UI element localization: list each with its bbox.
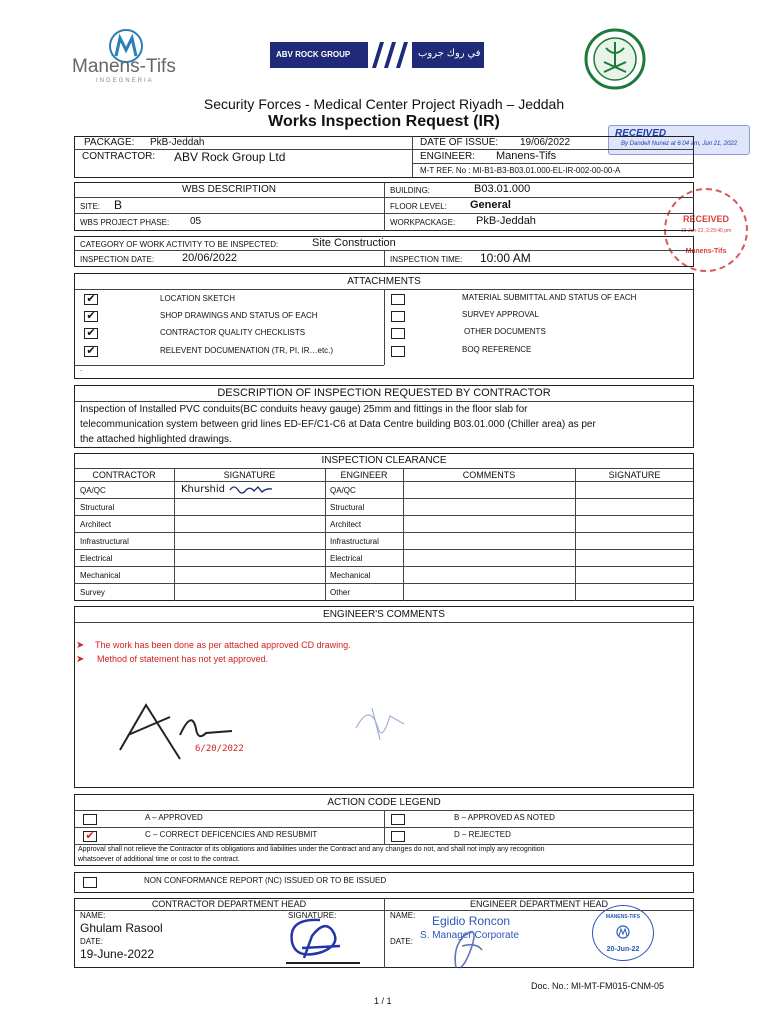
abv-logo-text: ABV ROCK GROUP [276, 50, 351, 59]
clearance-row-engineer: Infrastructural [330, 537, 379, 546]
round-stamp-label: RECEIVED [682, 214, 729, 224]
engineer-name-label: NAME: [390, 911, 416, 920]
description-line-2: telecommunication system between grid lines ED-EF/C1-C6 at Data Centre building B03.01.000 (Chiller area) as per [80, 419, 596, 430]
description-header: DESCRIPTION OF INSPECTION REQUESTED BY CONTRACTOR [217, 387, 551, 399]
project-title: Security Forces - Medical Center Project Riyadh – Jeddah [203, 96, 565, 112]
clearance-row-signature: Khurshid [181, 484, 226, 495]
clearance-row-contractor: Survey [80, 588, 105, 597]
package-label: PACKAGE: [84, 137, 135, 148]
inspection-date-label: INSPECTION DATE: [80, 255, 155, 264]
description-line-3: the attached highlighted drawings. [80, 434, 232, 445]
action-code-header: ACTION CODE LEGEND [327, 797, 441, 808]
manens-logo [72, 26, 182, 88]
clearance-col-engineer: ENGINEER [340, 470, 388, 480]
date-of-issue-value: 19/06/2022 [520, 137, 571, 148]
ncr-checkbox[interactable] [83, 877, 97, 888]
clearance-row-contractor: Electrical [80, 554, 113, 563]
saudi-emblem [584, 28, 646, 90]
contractor-signature-label: SIGNATURE: [288, 911, 337, 920]
wbs-header: WBS DESCRIPTION [182, 184, 276, 195]
building-label: BUILDING: [390, 186, 431, 195]
attachment-label-material-submittal: MATERIAL SUBMITTAL AND STATUS OF EACH [462, 293, 637, 302]
engineer-comment-1: The work has been done as per attached approved CD drawing. [95, 640, 351, 650]
attachment-label-survey-approval: SURVEY APPROVAL [462, 310, 539, 319]
attachment-label-shop-drawings: SHOP DRAWINGS AND STATUS OF EACH [160, 311, 318, 320]
attachment-label-quality-checklists: CONTRACTOR QUALITY CHECKLISTS [160, 328, 306, 337]
contractor-label: CONTRACTOR: [82, 151, 156, 162]
inspection-time-value: 10:00 AM [480, 251, 531, 265]
action-checkbox-approved-as-noted[interactable] [391, 814, 405, 825]
clearance-col-comments: COMMENTS [462, 470, 516, 480]
action-approved-label: A – APPROVED [145, 813, 203, 822]
attachment-checkbox-other-documents[interactable] [391, 328, 405, 339]
building-value: B03.01.000 [474, 183, 531, 195]
clearance-row-engineer: Electrical [330, 554, 363, 563]
abv-mark-icon [370, 42, 410, 68]
contractor-dept-head-header: CONTRACTOR DEPARTMENT HEAD [151, 899, 307, 909]
received-stamp-detail: By Dandell Nunez at 6:04 am, Jun 21, 2022 [621, 141, 738, 147]
engineer-signature-icon [110, 695, 250, 765]
saudi-emblem-icon [584, 28, 646, 90]
attachment-label-boq-reference: BOQ REFERENCE [462, 345, 532, 354]
workpackage-label: WORKPACKAGE: [390, 218, 456, 227]
manens-department-stamp [592, 905, 654, 961]
contractor-head-signature-icon [282, 912, 352, 964]
manens-logo-sub: INGEGNERIA [96, 78, 154, 84]
clearance-col-contractor: CONTRACTOR [92, 470, 156, 480]
attachment-checkbox-location-sketch[interactable]: ✔ [84, 294, 98, 305]
engineer-comment-2: Method of statement has not yet approved. [97, 654, 269, 664]
clearance-row-engineer: Structural [330, 503, 365, 512]
manens-stamp-text: MANENS-TIFS [605, 914, 641, 920]
clearance-row-engineer: QA/QC [330, 486, 356, 495]
site-value: B [114, 198, 123, 212]
contractor-value: ABV Rock Group Ltd [174, 150, 286, 164]
clearance-row-engineer: Other [330, 588, 351, 597]
attachment-label-other-documents: OTHER DOCUMENTS [464, 327, 546, 336]
engineer-head-signature-icon [448, 916, 488, 972]
round-stamp-company: Manens-Tifs [685, 248, 727, 255]
action-rejected-label: D – REJECTED [454, 830, 511, 839]
category-label: CATEGORY OF WORK ACTIVITY TO BE INSPECTED: [80, 240, 279, 249]
clearance-row-contractor: Infrastructural [80, 537, 129, 546]
action-checkbox-correct-resubmit[interactable]: ✔ [83, 831, 97, 842]
manens-logo-name: Manens-Tifs [72, 56, 176, 77]
engineer-sign-date: 6/20/2022 [195, 744, 244, 754]
engineer-value: Manens-Tifs [496, 150, 557, 162]
comment-bullet-icon: ➤ [76, 640, 85, 651]
attachment-checkbox-material-submittal[interactable] [391, 294, 405, 305]
comment-bullet-icon: ➤ [76, 654, 85, 665]
date-of-issue-label: DATE OF ISSUE: [420, 137, 499, 148]
clearance-row-contractor: Architect [80, 520, 112, 529]
attachment-label-relevant-documentation: RELEVENT DOCUMENATION (TR, PI, IR…etc.) [160, 346, 334, 355]
phase-label: WBS PROJECT PHASE: [80, 218, 170, 227]
clearance-row-contractor: QA/QC [80, 486, 106, 495]
form-title: Works Inspection Request (IR) [268, 113, 500, 130]
package-value: PkB-Jeddah [150, 137, 205, 148]
attachment-checkbox-shop-drawings[interactable]: ✔ [84, 311, 98, 322]
manens-stamp-logo-icon [613, 924, 633, 940]
floor-value: General [470, 199, 511, 211]
received-stamp-title: RECEIVED [615, 128, 667, 139]
clearance-row-engineer: Architect [330, 520, 362, 529]
inspection-time-label: INSPECTION TIME: [390, 255, 463, 264]
approval-note-1: Approval shall not relieve the Contractor of its obligations and liabilities under the Contract and any changes do not, and shall not imply any recognition [78, 846, 545, 853]
phase-value: 05 [190, 216, 202, 227]
contractor-name-label: NAME: [80, 911, 106, 920]
page-number: 1 / 1 [374, 996, 392, 1006]
attachment-checkbox-relevant-documentation[interactable]: ✔ [84, 346, 98, 357]
action-approved-as-noted-label: B – APPROVED AS NOTED [454, 813, 555, 822]
abv-logo-arabic: ايه بي في روك جروب [418, 48, 509, 59]
clearance-row-engineer: Mechanical [330, 571, 371, 580]
abv-logo [270, 42, 509, 68]
clearance-row-contractor: Mechanical [80, 571, 121, 580]
engineer-date-label: DATE: [390, 937, 413, 946]
attachment-label-location-sketch: LOCATION SKETCH [160, 294, 235, 303]
workpackage-value: PkB-Jeddah [476, 215, 536, 227]
engineer-role-value: S. Manager Corporate [420, 930, 519, 941]
inspection-date-value: 20/06/2022 [182, 252, 238, 264]
engineer-comments-header: ENGINEER'S COMMENTS [323, 609, 445, 620]
attachment-checkbox-survey-approval[interactable] [391, 311, 405, 322]
approval-note-2: whatsoever of additional time or cost to the contract. [78, 856, 240, 863]
manens-stamp-date: 20-Jun-22 [606, 946, 640, 953]
doc-number: Doc. No.: MI-MT-FM015-CNM-05 [531, 981, 665, 991]
attachments-note: . [80, 364, 83, 373]
clearance-col-engineer-signature: SIGNATURE [608, 470, 661, 480]
contractor-date-label: DATE: [80, 937, 103, 946]
clearance-row-contractor: Structural [80, 503, 115, 512]
action-checkbox-rejected[interactable] [391, 831, 405, 842]
round-stamp-time: 19-Jun-22, 2:29:40 pm [680, 228, 732, 234]
faded-signature-icon [350, 698, 410, 746]
engineer-name-value: Egidio Roncon [432, 914, 511, 928]
ncr-label: NON CONFORMANCE REPORT (NC) ISSUED OR TO BE ISSUED [144, 876, 387, 885]
floor-label: FLOOR LEVEL: [390, 202, 447, 211]
contractor-date-value: 19-June-2022 [80, 947, 155, 961]
attachment-checkbox-boq-reference[interactable] [391, 346, 405, 357]
attachments-header: ATTACHMENTS [347, 276, 421, 287]
category-value: Site Construction [312, 237, 396, 249]
mt-ref: M-T REF. No : MI-B1-B3-B03.01.000-EL-IR-002-00-00-A [420, 166, 621, 175]
khurshid-signature-icon [228, 482, 274, 496]
action-correct-resubmit-label: C – CORRECT DEFICENCIES AND RESUBMIT [145, 830, 318, 839]
site-label: SITE: [80, 202, 101, 211]
attachment-checkbox-quality-checklists[interactable]: ✔ [84, 328, 98, 339]
action-checkbox-approved[interactable] [83, 814, 97, 825]
description-line-1: Inspection of Installed PVC conduits(BC conduits heavy gauge) 25mm and fittings in the floor slab for [80, 404, 528, 415]
engineer-label: ENGINEER: [420, 151, 476, 162]
engineer-dept-head-header: ENGINEER DEPARTMENT HEAD [469, 899, 609, 909]
clearance-header: INSPECTION CLEARANCE [321, 455, 447, 466]
contractor-name-value: Ghulam Rasool [80, 921, 163, 935]
clearance-col-signature: SIGNATURE [223, 470, 276, 480]
